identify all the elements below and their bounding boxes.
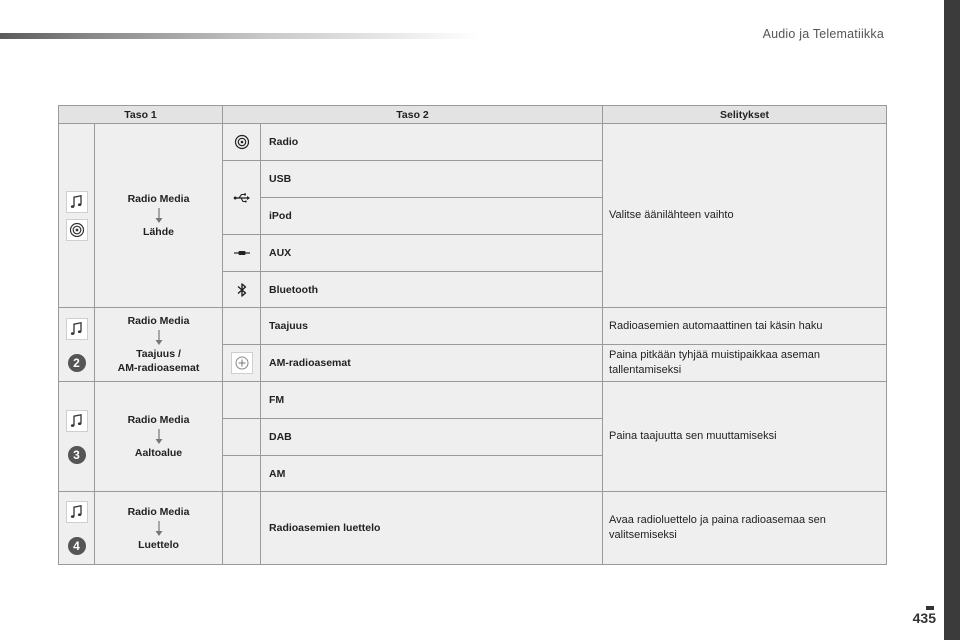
table-row	[59, 382, 887, 419]
station-list-label: Radioasemien luettelo	[261, 492, 603, 565]
level1-sublabel: Aaltoalue	[134, 447, 183, 459]
group1-level1-cell	[95, 124, 223, 308]
usb-icon-cell	[223, 161, 261, 235]
flow-arrow-icon	[154, 429, 164, 445]
step-badge: 3	[68, 446, 86, 464]
source-aux-label: AUX	[261, 235, 603, 272]
group2-icon-cell	[59, 308, 95, 382]
group1-icon-cell	[59, 124, 95, 308]
group4-level1-cell	[95, 492, 223, 565]
bluetooth-icon	[233, 281, 251, 299]
page-number: 435	[912, 610, 936, 626]
step-badge: 4	[68, 537, 86, 555]
header-level2: Taso 2	[223, 106, 603, 124]
aux-icon	[233, 244, 251, 262]
header-explanations: Selitykset	[603, 106, 887, 124]
group4-icon-cell	[59, 492, 95, 565]
level1-label: Radio Media	[127, 505, 190, 518]
station-list-description: Avaa radioluettelo ja paina radioasemaa sen valitsemiseksi	[603, 492, 887, 565]
page-edge-tab	[944, 0, 960, 640]
flow-arrow-icon	[154, 208, 164, 224]
empty-icon-cell	[223, 382, 261, 419]
source-usb-label: USB	[261, 161, 603, 198]
level1-label: Radio Media	[127, 414, 190, 426]
header-decoration-bar	[0, 33, 480, 39]
group3-icon-cell	[59, 382, 95, 492]
source-radio-label: Radio	[261, 124, 603, 161]
source-bluetooth-label: Bluetooth	[261, 272, 603, 308]
table-header-row	[59, 106, 887, 124]
radio-icon	[66, 219, 88, 241]
table-row	[59, 308, 887, 345]
music-note-icon	[66, 318, 88, 340]
header-level1: Taso 1	[59, 106, 223, 124]
group2-level1-cell	[95, 308, 223, 382]
band-dab-label: DAB	[261, 419, 603, 456]
am-preset-icon	[231, 352, 253, 374]
group1-description: Valitse äänilähteen vaihto	[603, 124, 887, 308]
level1-sublabel: AM-radioasemat	[117, 362, 200, 374]
level1-sublabel: Luettelo	[138, 538, 179, 551]
table-row	[59, 492, 887, 565]
page-header-title: Audio ja Telematiikka	[762, 27, 884, 41]
band-am-label: AM	[261, 456, 603, 492]
radio-icon	[233, 133, 251, 151]
step-badge: 2	[68, 354, 86, 372]
usb-icon	[233, 189, 251, 207]
level1-sublabel: Taajuus /	[136, 348, 181, 360]
aux-icon-cell	[223, 235, 261, 272]
menu-table	[58, 105, 887, 565]
flow-arrow-icon	[154, 521, 164, 537]
am-stations-label: AM-radioasemat	[261, 345, 603, 382]
level1-sublabel: Lähde	[143, 226, 174, 238]
level1-label: Radio Media	[127, 193, 190, 205]
empty-icon-cell	[223, 308, 261, 345]
flow-arrow-icon	[154, 330, 164, 346]
group3-description: Paina taajuutta sen muuttamiseksi	[603, 382, 887, 492]
empty-icon-cell	[223, 419, 261, 456]
band-fm-label: FM	[261, 382, 603, 419]
radio-source-icon-cell	[223, 124, 261, 161]
music-note-icon	[66, 410, 88, 432]
am-stations-description: Paina pitkään tyhjää muistipaikkaa aseman tallentamiseksi	[603, 345, 887, 382]
am-preset-icon-cell	[223, 345, 261, 382]
music-note-icon	[66, 191, 88, 213]
table-row	[59, 124, 887, 161]
empty-icon-cell	[223, 456, 261, 492]
source-ipod-label: iPod	[261, 198, 603, 235]
frequency-description: Radioasemien automaattinen tai käsin haku	[603, 308, 887, 345]
frequency-label: Taajuus	[261, 308, 603, 345]
group3-level1-cell	[95, 382, 223, 492]
empty-icon-cell	[223, 492, 261, 565]
music-note-icon	[66, 501, 88, 523]
bluetooth-icon-cell	[223, 272, 261, 308]
level1-label: Radio Media	[127, 315, 190, 327]
